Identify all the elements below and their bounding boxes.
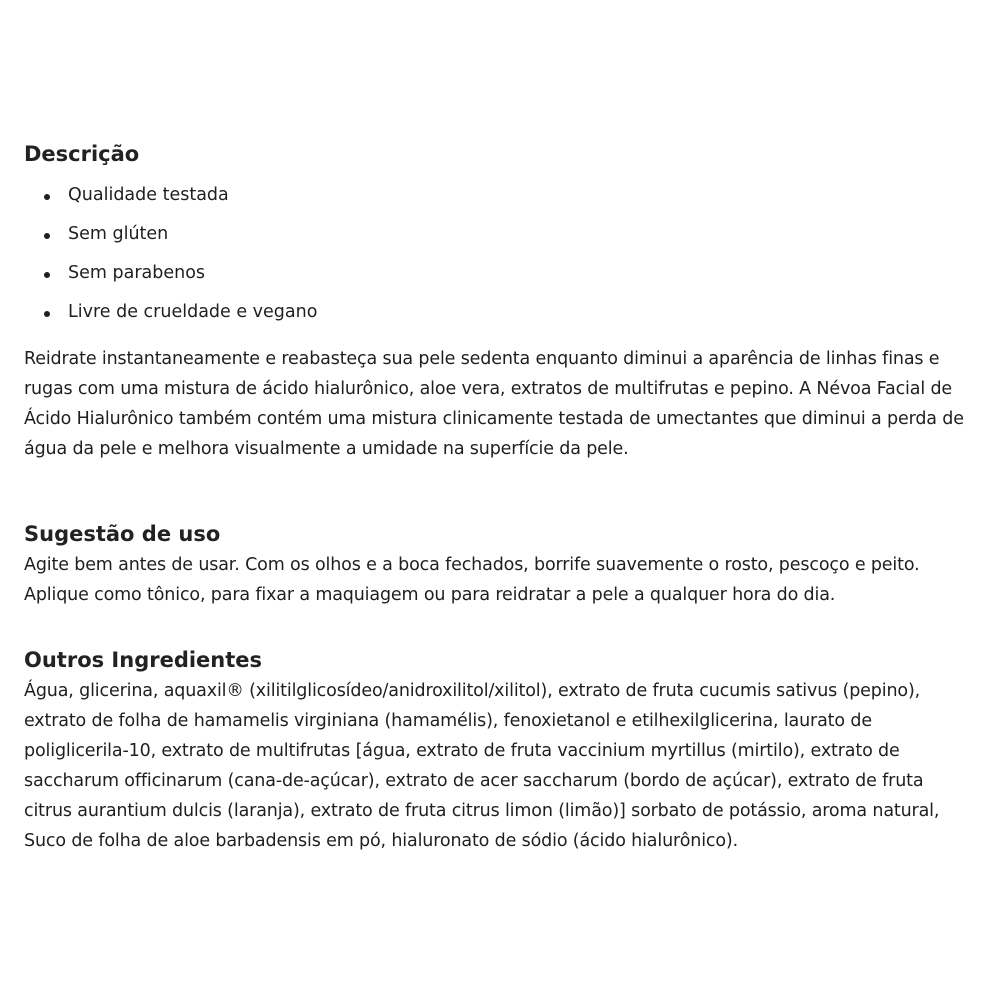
ingredients-paragraph: Água, glicerina, aquaxil® (xilitilglicosídeo/anidroxilitol/xilitol), extrato de fruta cucumis sativus (pepino), extrato de folha de hamamelis virginiana (hamamélis), fenoxietanol e etilhexilglicerina, laurato de poliglicerila-10, extrato de multifrutas [água, extrato de fruta vaccinium myrtillus (mirtilo), extrato de saccharum officinarum (cana-de-açúcar), extrato de acer saccharum (bordo de açúcar), extrato de fruta citrus aurantium dulcis (laranja), extrato de fruta citrus limon (limão)] sorbato de potássio, aroma natural, Suco de folha de aloe barbadensis em pó, hialuronato de sódio (ácido hialurônico). [24,681,940,851]
list-item [24,254,974,293]
description-paragraph: Reidrate instantaneamente e reabasteça sua pele sedenta enquanto diminui a aparência de linhas finas e rugas com uma mistura de ácido hialurônico, aloe vera, extratos de multifrutas e pepino. A Névoa Facial de Ácido Hialurônico também contém uma mistura clinicamente testada de umectantes que diminui a perda de água da pele e melhora visualmente a umidade na superfície da pele. [24,349,964,459]
list-item [24,176,974,215]
bullet-icon [44,194,50,200]
bullet-icon [44,311,50,317]
bullet-text: Sem parabenos [68,263,206,283]
description-heading: Descrição [24,142,140,166]
ingredients-heading: Outros Ingredientes [24,648,263,672]
usage-section [24,520,974,610]
usage-paragraph: Agite bem antes de usar. Com os olhos e a boca fechados, borrife suavemente o rosto, pescoço e peito. Aplique como tônico, para fixar a maquiagem ou para reidratar a pele a qualquer hora do dia. [24,555,920,605]
bullet-text: Livre de crueldade e vegano [68,302,318,322]
bullet-icon [44,233,50,239]
bullet-text: Qualidade testada [68,185,229,205]
description-bullet-list [24,176,974,332]
product-details [24,140,974,856]
bullet-icon [44,272,50,278]
bullet-text: Sem glúten [68,224,169,244]
list-item [24,293,974,332]
list-item [24,215,974,254]
ingredients-section [24,646,974,856]
usage-heading: Sugestão de uso [24,522,221,546]
description-section [24,140,974,464]
